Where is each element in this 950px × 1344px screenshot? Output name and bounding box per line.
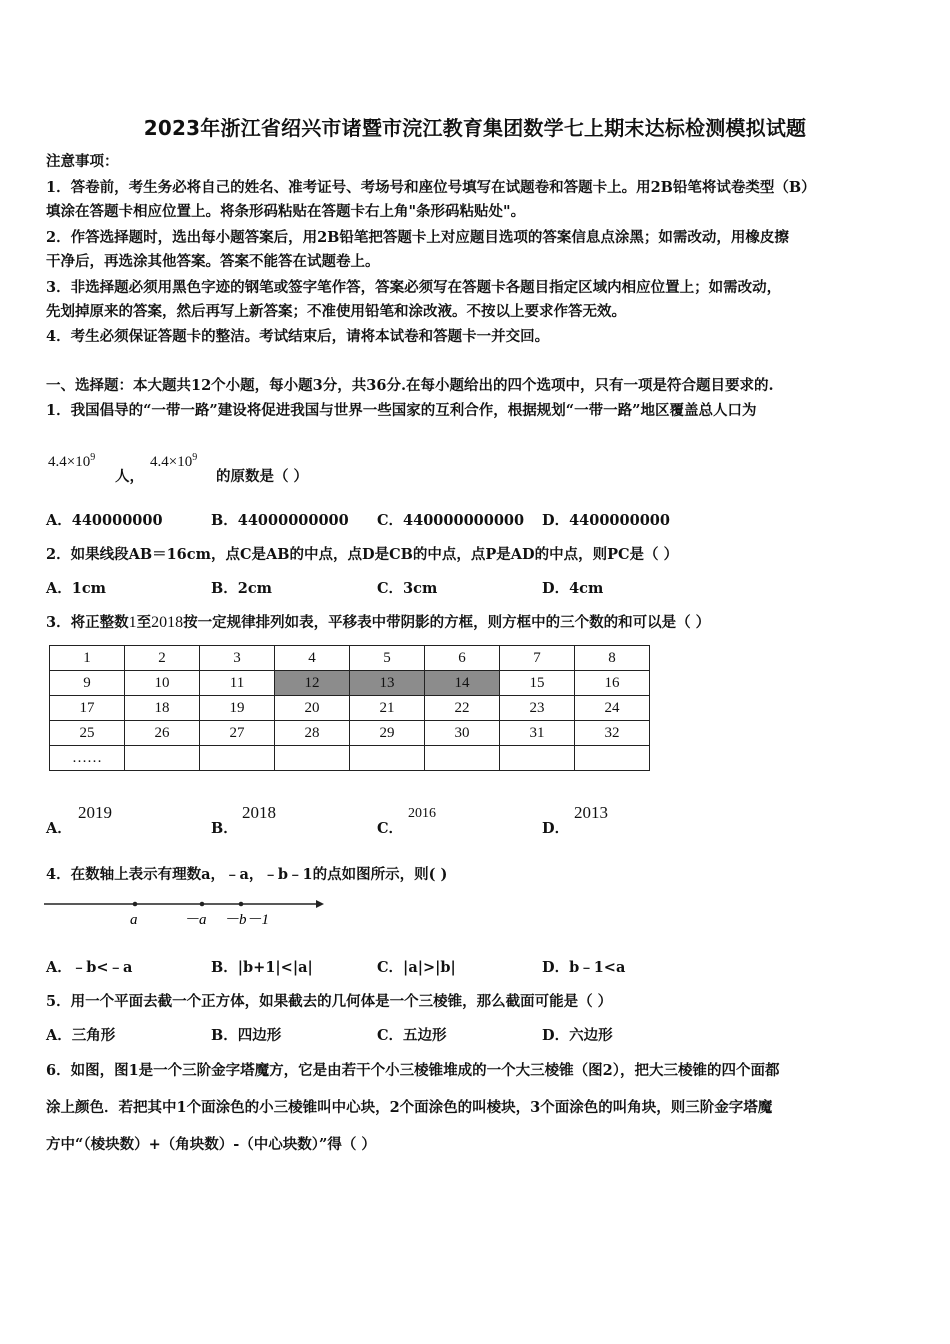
table-cell: 2 <box>125 646 200 671</box>
point-neg-a <box>200 902 205 907</box>
table-cell <box>425 746 500 771</box>
q1-expression-1: $4.4\times 10^9$ <box>48 452 96 470</box>
q3-option-a-letter[interactable]: A． <box>46 820 72 837</box>
table-cell: 30 <box>425 721 500 746</box>
table-cell: …… <box>50 746 125 771</box>
point-a <box>133 902 138 907</box>
q6-line: 方中“（棱块数）+（角块数）-（中心块数）”得（ ） <box>46 1136 376 1153</box>
q3-stem: 3．将正整数1至2018按一定规律排列如表，平移表中带阴影的方框，则方框中的三个数的和可以是（ ） <box>46 614 711 631</box>
q2-option-b[interactable]: B．2cm <box>211 580 273 597</box>
q6-line: 涂上颜色．若把其中1个面涂色的小三棱锥叫中心块，2个面涂色的叫棱块，3个面涂色的叫角块，则三阶金字塔魔 <box>46 1099 773 1116</box>
table-cell: 29 <box>350 721 425 746</box>
table-cell: 3 <box>200 646 275 671</box>
table-cell: 1 <box>50 646 125 671</box>
q3-option-b-letter[interactable]: B． <box>211 820 238 837</box>
table-cell: 4 <box>275 646 350 671</box>
q3-option-c-letter[interactable]: C． <box>377 820 404 837</box>
q4-option-b[interactable]: B．|b+1|<|a| <box>211 959 313 976</box>
q4-option-d[interactable]: D．b﹣1<a <box>542 959 626 976</box>
q1-option-d[interactable]: D．4400000000 <box>542 512 670 529</box>
table-cell: 19 <box>200 696 275 721</box>
table-cell: 10 <box>125 671 200 696</box>
table-cell: 23 <box>500 696 575 721</box>
table-cell: 21 <box>350 696 425 721</box>
q4-option-a[interactable]: A．﹣b<﹣a <box>46 959 133 976</box>
label-a: a <box>130 912 138 928</box>
notice-line: 2．作答选择题时，选出每小题答案后，用2B铅笔把答题卡上对应题目选项的答案信息点涂黑；如需改动，用橡皮擦 <box>46 229 789 246</box>
notice-heading: 注意事项： <box>46 153 119 170</box>
table-row <box>50 696 650 721</box>
table-cell: 22 <box>425 696 500 721</box>
notice-line: 3．非选择题必须用黑色字迹的钢笔或签字笔作答，答案必须写在答题卡各题目指定区域内相应位置上；如需改动， <box>46 279 782 296</box>
q4-stem: 4．在数轴上表示有理数a，﹣a，﹣b﹣1的点如图所示，则( ) <box>46 866 448 883</box>
table-cell: 26 <box>125 721 200 746</box>
q3-option-c-value: 2016 <box>408 806 436 821</box>
table-cell: 6 <box>425 646 500 671</box>
shaded-cell: 13 <box>350 671 425 696</box>
page-title: 2023年浙江省绍兴市诸暨市浣江教育集团数学七上期末达标检测模拟试题 <box>143 116 807 140</box>
q5-stem: 5．用一个平面去截一个正方体，如果截去的几何体是一个三棱锥，那么截面可能是（ ） <box>46 993 613 1010</box>
q1-tail-text: 的原数是（ ） <box>216 468 309 485</box>
q5-option-d[interactable]: D．六边形 <box>542 1027 613 1044</box>
q1-option-c[interactable]: C．440000000000 <box>377 512 525 529</box>
table-cell: 16 <box>575 671 650 696</box>
notice-line: 填涂在答题卡相应位置上。将条形码粘贴在答题卡右上角"条形码粘贴处"。 <box>46 203 526 220</box>
table-cell <box>500 746 575 771</box>
table-cell <box>575 746 650 771</box>
notice-line: 先划掉原来的答案，然后再写上新答案；不准使用铅笔和涂改液。不按以上要求作答无效。 <box>46 303 626 320</box>
q2-option-d[interactable]: D．4cm <box>542 580 604 597</box>
table-cell: 32 <box>575 721 650 746</box>
q1-mid-text: 人， <box>115 468 144 485</box>
q5-option-a[interactable]: A．三角形 <box>46 1027 116 1044</box>
point-neg-b-minus-1 <box>239 902 244 907</box>
q1-stem: 1．我国倡导的“一带一路”建设将促进我国与世界一些国家的互利合作，根据规划“一带一路”地区覆盖总人口为 <box>46 402 757 419</box>
table-cell <box>200 746 275 771</box>
table-cell: 17 <box>50 696 125 721</box>
q3-option-d-value: 2013 <box>574 803 608 822</box>
number-line-arrow <box>316 900 324 908</box>
table-cell: 25 <box>50 721 125 746</box>
q2-stem: 2．如果线段AB＝16cm，点C是AB的中点，点D是CB的中点，点P是AD的中点，则PC是（ ） <box>46 546 679 563</box>
table-row <box>50 646 650 671</box>
q6-line: 6．如图，图1是一个三阶金字塔魔方，它是由若干个小三棱锥堆成的一个大三棱锥（图2），把大三棱锥的四个面都 <box>46 1062 780 1079</box>
table-cell: 18 <box>125 696 200 721</box>
q5-option-c[interactable]: C．五边形 <box>377 1027 447 1044</box>
table-cell: 11 <box>200 671 275 696</box>
number-line-figure <box>44 895 326 931</box>
table-cell: 20 <box>275 696 350 721</box>
notice-line: 1．答卷前，考生务必将自己的姓名、准考证号、考场号和座位号填写在试题卷和答题卡上。用2B铅笔将试卷类型（B） <box>46 179 816 196</box>
table-cell: 8 <box>575 646 650 671</box>
q2-option-c[interactable]: C．3cm <box>377 580 438 597</box>
table-cell <box>125 746 200 771</box>
table-cell <box>350 746 425 771</box>
number-table <box>49 645 650 771</box>
table-cell: 31 <box>500 721 575 746</box>
table-row <box>50 746 650 771</box>
table-cell: 9 <box>50 671 125 696</box>
shaded-cell: 14 <box>425 671 500 696</box>
table-cell: 15 <box>500 671 575 696</box>
q2-option-a[interactable]: A．1cm <box>46 580 107 597</box>
section-heading: 一、选择题：本大题共12个小题，每小题3分，共36分.在每小题给出的四个选项中，只有一项是符合题目要求的. <box>46 377 774 394</box>
table-cell: 27 <box>200 721 275 746</box>
label-neg-b-minus-1: －b－1 <box>224 912 270 928</box>
q1-option-b[interactable]: B．44000000000 <box>211 512 349 529</box>
q4-option-c[interactable]: C．|a|>|b| <box>377 959 456 976</box>
label-neg-a: －a <box>184 912 207 928</box>
table-row <box>50 721 650 746</box>
q1-expression-2: $4.4\times 10^9$ <box>150 452 198 470</box>
table-cell: 24 <box>575 696 650 721</box>
table-row <box>50 671 650 696</box>
table-cell: 7 <box>500 646 575 671</box>
q1-option-a[interactable]: A．440000000 <box>46 512 163 529</box>
table-cell: 28 <box>275 721 350 746</box>
shaded-cell: 12 <box>275 671 350 696</box>
q3-option-d-letter[interactable]: D． <box>542 820 570 837</box>
notice-line: 4．考生必须保证答题卡的整洁。考试结束后，请将本试卷和答题卡一并交回。 <box>46 328 550 345</box>
table-cell: 5 <box>350 646 425 671</box>
q3-option-b-value: 2018 <box>242 803 276 822</box>
table-cell <box>275 746 350 771</box>
q3-option-a-value: 2019 <box>78 803 112 822</box>
q5-option-b[interactable]: B．四边形 <box>211 1027 282 1044</box>
notice-line: 干净后，再选涂其他答案。答案不能答在试题卷上。 <box>46 253 380 270</box>
